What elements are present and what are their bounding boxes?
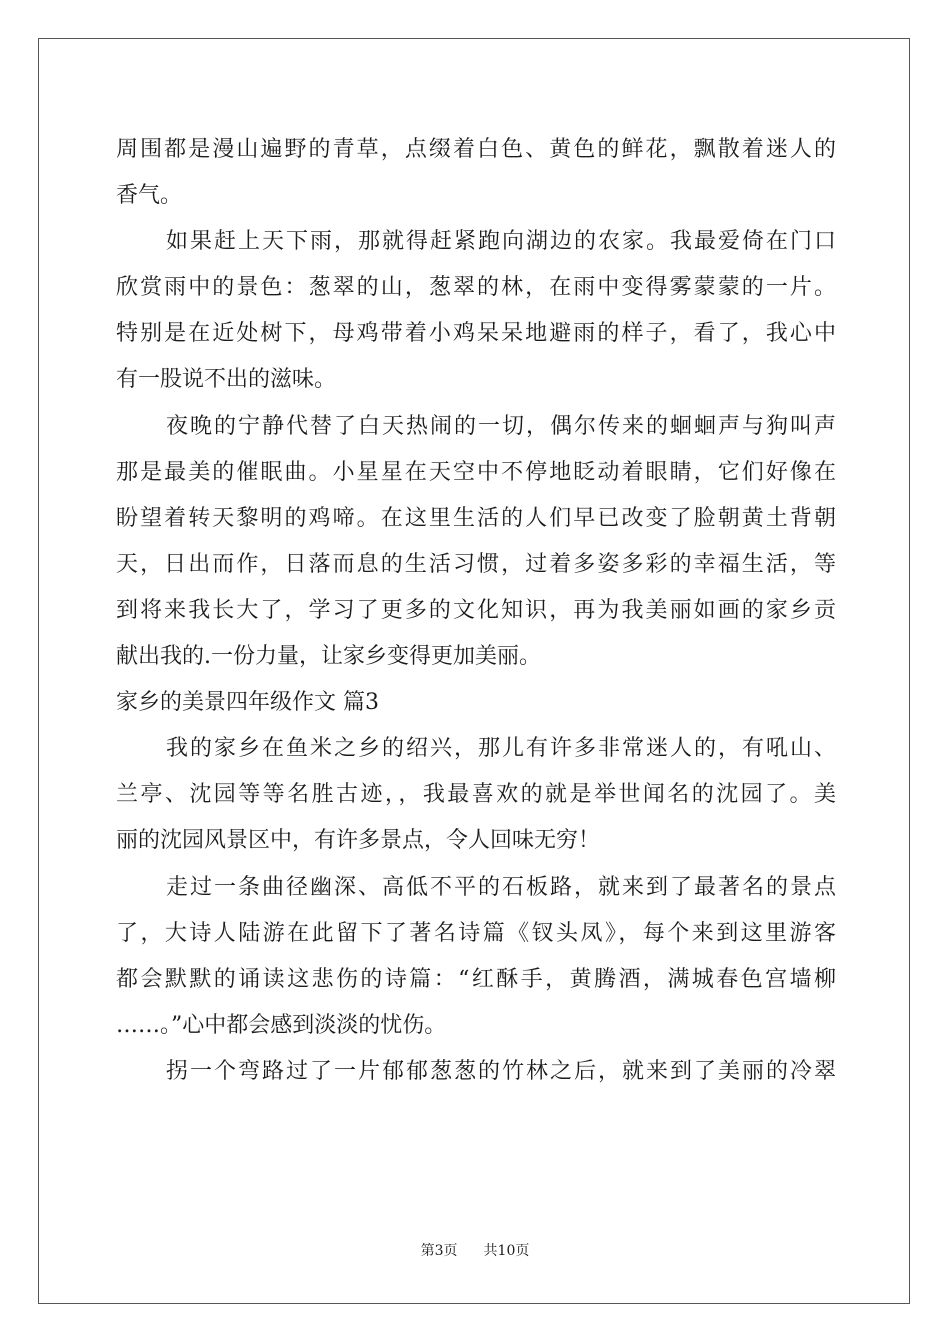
text-line: 香气。: [116, 183, 183, 209]
text-line: 献出我的.一份力量，让家乡变得更加美丽。: [116, 644, 541, 670]
document-body: [116, 127, 836, 1095]
page-footer: [0, 1240, 950, 1260]
page-number: 第3页: [420, 1243, 458, 1259]
text-line: 特别是在近处树下，母鸡带着小鸡呆呆地避雨的样子，看了，我心中: [116, 321, 836, 347]
text-line: 天，日出而作，日落而息的生活习惯，过着多姿多彩的幸福生活，等: [116, 551, 836, 577]
text-line: 兰亭、沈园等等名胜古迹，，我最喜欢的就是举世闻名的沈园了。美: [116, 782, 836, 808]
text-line: 走过一条曲径幽深、高低不平的石板路，就来到了最著名的景点: [166, 874, 836, 900]
text-line: 有一股说不出的滋味。: [116, 367, 337, 393]
text-line: 丽的沈园风景区中，有许多景点，令人回味无穷！: [116, 828, 601, 854]
text-line: ……。”心中都会感到淡淡的忧伤。: [116, 1012, 447, 1038]
text-line: 都会默默的诵读这悲伤的诗篇：“红酥手，黄腾酒，满城春色宫墙柳: [116, 966, 836, 992]
text-line: 欣赏雨中的景色：葱翠的山，葱翠的林，在雨中变得雾蒙蒙的一片。: [116, 275, 836, 301]
text-line: 到将来我长大了，学习了更多的文化知识，再为我美丽如画的家乡贡: [116, 597, 836, 623]
section-heading: 家乡的美景四年级作文 篇3: [116, 690, 379, 716]
text-line: 如果赶上天下雨，那就得赶紧跑向湖边的农家。我最爱倚在门口: [166, 229, 836, 255]
text-line: 周围都是漫山遍野的青草，点缀着白色、黄色的鲜花，飘散着迷人的: [116, 137, 836, 162]
text-line: 盼望着转天黎明的鸡啼。在这里生活的人们早已改变了脸朝黄土背朝: [116, 505, 836, 531]
page-total: 共10页: [483, 1243, 530, 1259]
text-line: 我的家乡在鱼米之乡的绍兴，那儿有许多非常迷人的，有吼山、: [166, 736, 836, 762]
text-line: 那是最美的催眠曲。小星星在天空中不停地眨动着眼睛，它们好像在: [116, 459, 836, 485]
text-line: 夜晚的宁静代替了白天热闹的一切，偶尔传来的蛔蛔声与狗叫声: [166, 413, 836, 439]
text-line: 了，大诗人陆游在此留下了著名诗篇《钗头凤》，每个来到这里游客: [116, 920, 836, 946]
text-line: 拐一个弯路过了一片郁郁葱葱的竹林之后，就来到了美丽的冷翠: [166, 1058, 836, 1084]
